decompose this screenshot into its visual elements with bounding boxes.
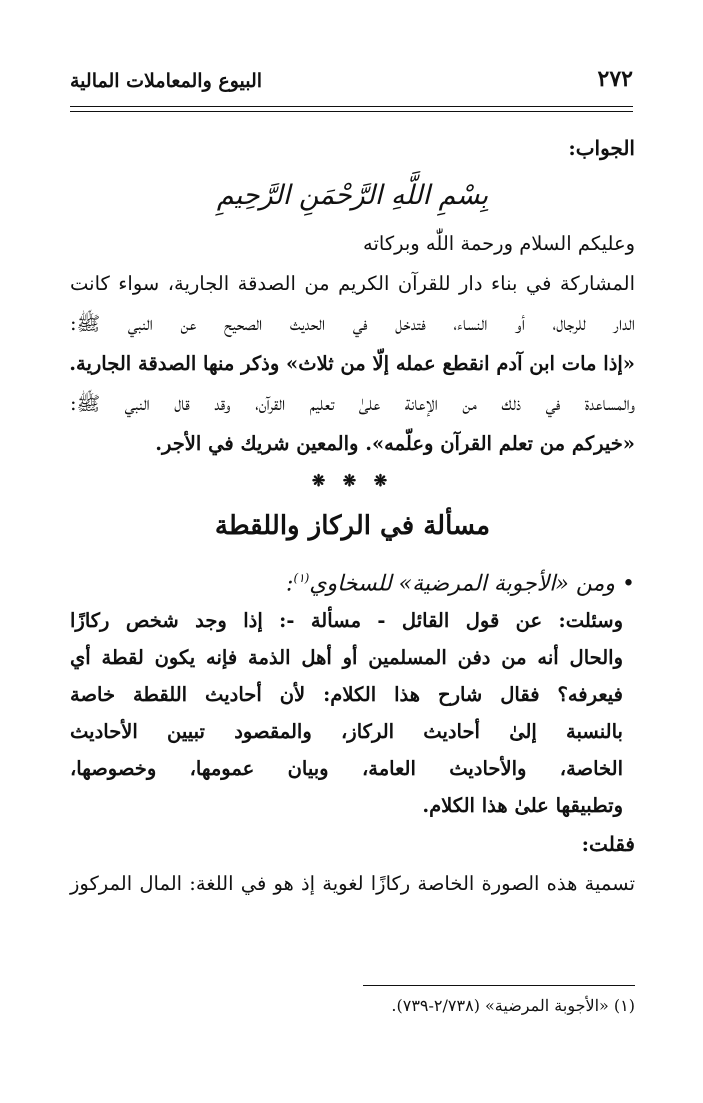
- paragraph-line: والمساعدة في ذلك من الإعانة علىٰ تعليم القرآن، وقد قال النبي ﷺ:: [70, 392, 635, 415]
- footnote: (١) «الأجوبة المرضية» (٢/٧٣٨-٧٣٩).: [391, 996, 635, 1015]
- question-line: وسئلت: عن قول القائل - مسألة -: إذا وجد شخص ركازًا: [70, 609, 623, 632]
- page-body: [70, 128, 635, 904]
- footnote-rule: [363, 985, 635, 986]
- source-line: [70, 554, 635, 602]
- header-rule-thin: [70, 111, 633, 112]
- paragraph-line: المشاركة في بناء دار للقرآن الكريم من الصدقة الجارية، سواء كانت: [70, 272, 635, 295]
- question-line: وتطبيقها علىٰ هذا الكلام.: [422, 794, 623, 817]
- page-number: ٢٧٢: [597, 66, 633, 92]
- running-header: [70, 60, 633, 96]
- source-text: • ومن «الأجوبة المرضية» للسخاوي: [309, 571, 635, 597]
- paragraph-line: «إذا مات ابن آدم انقطع عمله إلّا من ثلاث» وذكر منها الصدقة الجارية.: [69, 352, 635, 375]
- greeting-line: وعليكم السلام ورحمة اللّٰه وبركاته: [363, 232, 635, 255]
- section-title: مسألة في الركاز واللقطة: [214, 511, 491, 541]
- source-colon: :: [286, 571, 294, 597]
- paragraph-line: الدار للرجال، أو النساء، فتدخل في الحديث الصحيح عن النبي ﷺ:: [70, 312, 635, 335]
- section-separator: ❋ ❋ ❋: [311, 471, 394, 490]
- question-line: والحال أنه من دفن المسلمين أو أهل الذمة فإنه يكون لقطة أي: [70, 646, 623, 669]
- paragraph-line: «خيركم من تعلم القرآن وعلّمه». والمعين شريك في الأجر.: [155, 432, 635, 455]
- question-block: [70, 602, 635, 824]
- footnote-ref[interactable]: (١): [293, 571, 310, 585]
- paragraph-1: [70, 264, 635, 384]
- i-said-heading: فقلت:: [581, 832, 635, 856]
- answer-heading: الجواب:: [568, 136, 635, 160]
- paragraph-2: [70, 384, 635, 464]
- header-rule: [70, 106, 633, 107]
- basmala: بِسْمِ اللَّهِ الرَّحْمَنِ الرَّحِيمِ: [216, 180, 489, 211]
- question-line: الخاصة، والأحاديث العامة، وبيان عمومها، وخصوصها،: [70, 757, 623, 780]
- book-title: البيوع والمعاملات المالية: [70, 70, 263, 92]
- question-line: فيعرفه؟ فقال شارح هذا الكلام: لأن أحاديث اللقطة خاصة: [70, 683, 623, 706]
- last-line: تسمية هذه الصورة الخاصة ركازًا لغوية إذ هو في اللغة: المال المركوز: [70, 872, 635, 895]
- question-line: بالنسبة إلىٰ أحاديث الركاز، والمقصود تبيين الأحاديث: [70, 720, 623, 743]
